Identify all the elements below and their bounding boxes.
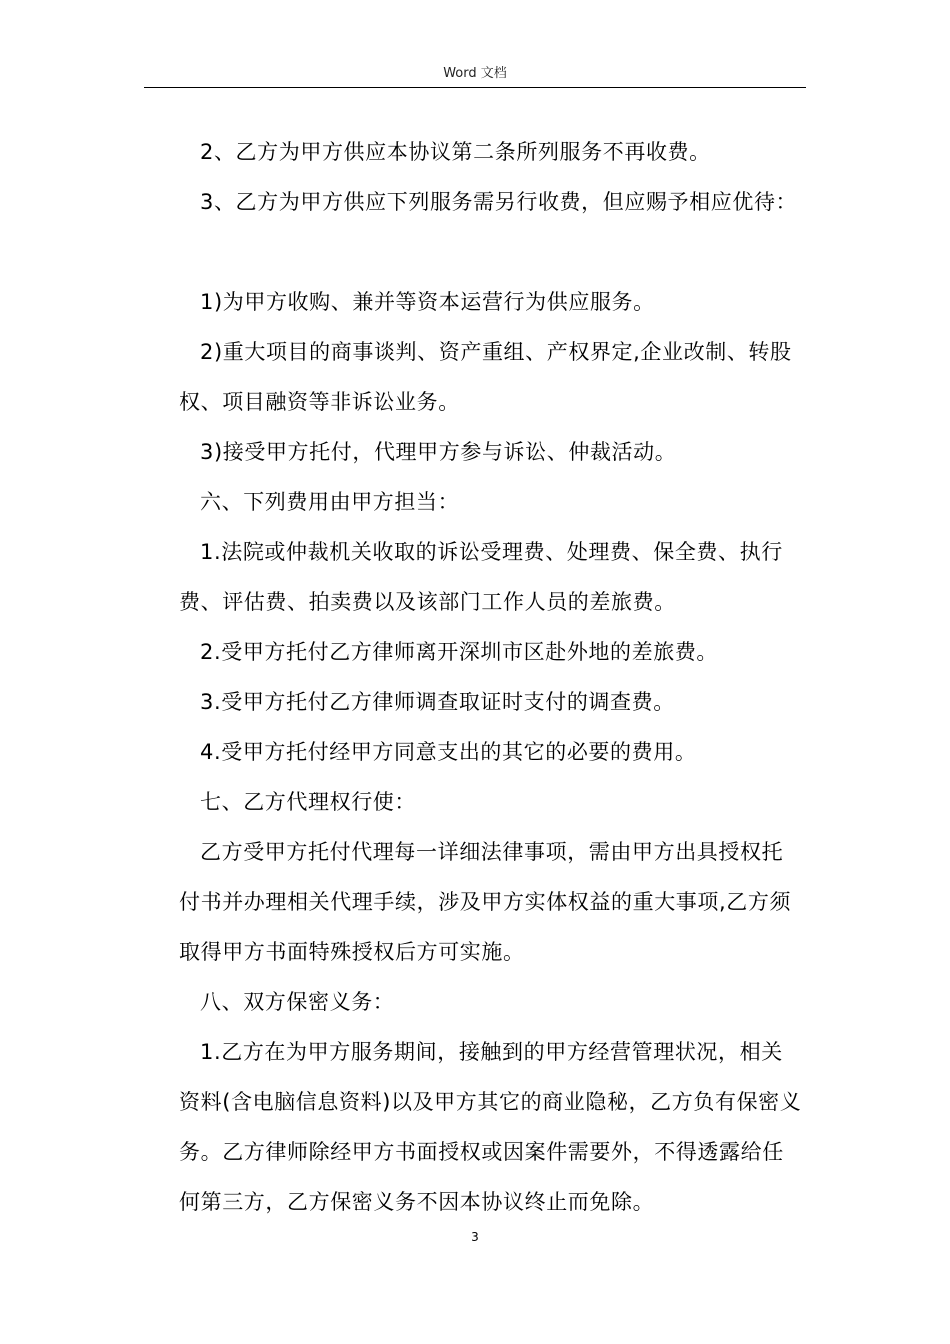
page-number: 3	[471, 1230, 479, 1244]
document-body	[179, 127, 803, 1227]
section-heading: 八、双方保密义务：	[200, 990, 395, 1014]
paragraph: 4.受甲方托付经甲方同意支出的其它的必要的费用。	[200, 740, 697, 764]
paragraph: 3)接受甲方托付，代理甲方参与诉讼、仲裁活动。	[200, 440, 677, 464]
paragraph: 2)重大项目的商事谈判、资产重组、产权界定,企业改制、转股权、项目融资等非诉讼业务。	[179, 340, 792, 414]
section-heading: 六、下列费用由甲方担当：	[200, 490, 460, 514]
paragraph: 2.受甲方托付乙方律师离开深圳市区赴外地的差旅费。	[200, 640, 719, 664]
paragraph: 3.受甲方托付乙方律师调查取证时支付的调查费。	[200, 690, 675, 714]
paragraph: 乙方受甲方托付代理每一详细法律事项，需由甲方出具授权托付书并办理相关代理手续，涉及甲方实体权益的重大事项,乙方须取得甲方书面特殊授权后方可实施。	[179, 840, 792, 964]
page-header: Word 文档	[443, 66, 507, 81]
blank-line	[179, 227, 803, 277]
paragraph: 1)为甲方收购、兼并等资本运营行为供应服务。	[200, 290, 655, 314]
paragraph: 2、乙方为甲方供应本协议第二条所列服务不再收费。	[200, 140, 711, 164]
header-divider	[144, 87, 806, 88]
paragraph: 3、乙方为甲方供应下列服务需另行收费，但应赐予相应优待：	[200, 190, 798, 214]
section-heading: 七、乙方代理权行使：	[200, 790, 416, 814]
paragraph: 1.乙方在为甲方服务期间，接触到的甲方经营管理状况，相关资料(含电脑信息资料)以及甲方其它的商业隐秘，乙方负有保密义务。乙方律师除经甲方书面授权或因案件需要外，不得透露给任何第三方，乙方保密义务不因本协议终止而免除。	[179, 1040, 802, 1214]
paragraph: 1.法院或仲裁机关收取的诉讼受理费、处理费、保全费、执行费、评估费、拍卖费以及该部门工作人员的差旅费。	[179, 540, 783, 614]
